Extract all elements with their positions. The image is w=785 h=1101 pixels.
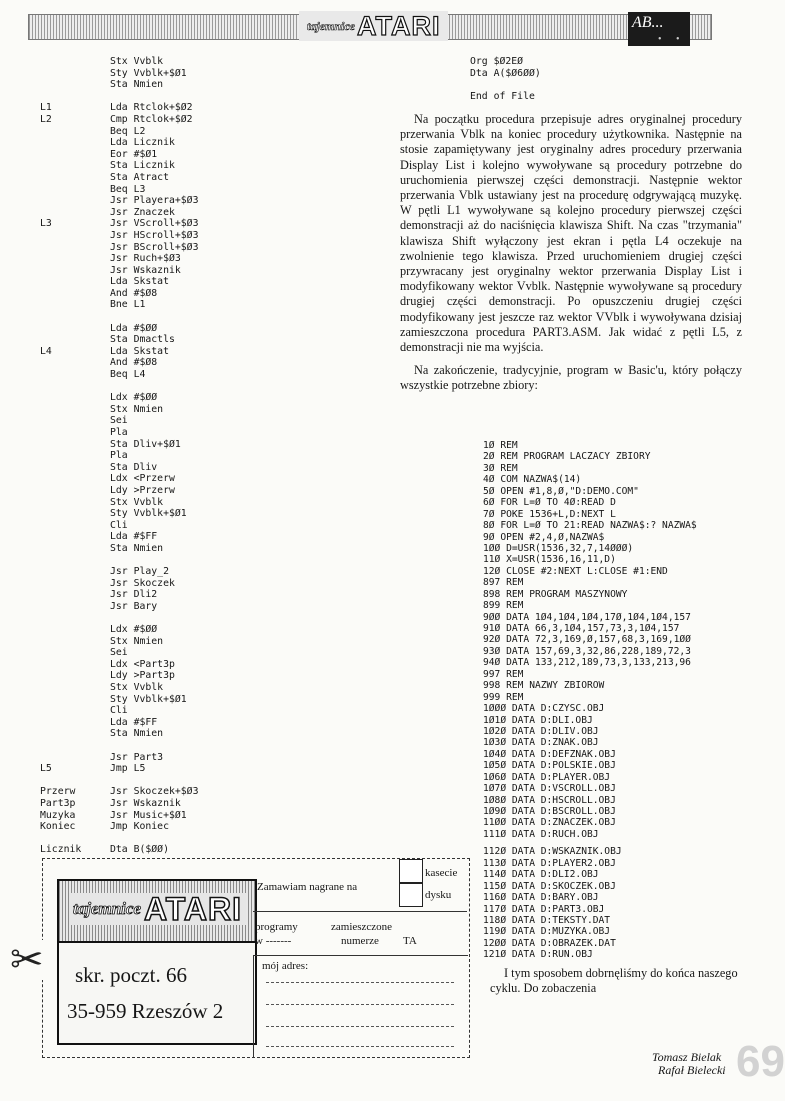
- code-instruction: Stx Nmien: [110, 635, 164, 647]
- coupon-po-box: skr. poczt. 66: [75, 963, 187, 987]
- code-instruction: Beq L4: [110, 369, 146, 381]
- code-line: [40, 357, 198, 369]
- code-line: [40, 520, 198, 532]
- code-instruction: Sei: [110, 647, 128, 659]
- listing-gap: [40, 555, 198, 567]
- code-line: [40, 786, 198, 798]
- code-label: [40, 427, 110, 439]
- page-number: 69: [736, 1037, 785, 1086]
- magazine-logo: [299, 11, 448, 41]
- basic-line: 2Ø REM PROGRAM LACZACY ZBIORY: [483, 451, 651, 463]
- code-line: Org $Ø2EØ: [470, 56, 524, 67]
- code-line: [40, 682, 198, 694]
- code-label: [40, 682, 110, 694]
- code-label: L1: [40, 102, 52, 114]
- code-label: [40, 91, 110, 103]
- basic-line: 94Ø DATA 133,212,189,73,3,133,213,96: [483, 657, 691, 669]
- basic-line: 4Ø COM NAZWA$(14): [483, 474, 582, 486]
- basic-line: 1Ø4Ø DATA D:DEFZNAK.OBJ: [483, 748, 616, 760]
- code-line: [40, 462, 198, 474]
- code-label: [40, 68, 110, 80]
- basic-line: 113Ø DATA D:PLAYER2.OBJ: [483, 857, 616, 869]
- code-line: [40, 752, 198, 764]
- listing-gap: [40, 833, 198, 845]
- code-line: [40, 242, 198, 254]
- code-instruction: Jsr HScroll+$Ø3: [110, 229, 199, 241]
- basic-line: 1Ø REM: [483, 440, 518, 451]
- code-line: [40, 497, 198, 509]
- assembly-listing-left: [40, 56, 198, 856]
- basic-line: 1Ø8Ø DATA D:HSCROLL.OBJ: [483, 794, 616, 806]
- code-line: [40, 184, 198, 196]
- code-label: [40, 601, 110, 613]
- code-label: [40, 334, 110, 346]
- basic-line: 5Ø OPEN #1,8,Ø,"D:DEMO.COM": [483, 485, 639, 497]
- listing-gap: [40, 775, 198, 787]
- code-label: [40, 728, 110, 740]
- code-instruction: Jsr Skoczek+$Ø3: [110, 786, 199, 798]
- section-badge-text: AB...: [632, 14, 664, 31]
- code-label: [40, 450, 110, 462]
- code-label: [40, 288, 110, 300]
- basic-line: 12Ø CLOSE #2:NEXT L:CLOSE #1:END: [483, 565, 668, 577]
- code-instruction: Jsr VScroll+$Ø3: [110, 218, 199, 230]
- code-instruction: Lda #$ØØ: [110, 322, 158, 334]
- code-label: [40, 253, 110, 265]
- code-line: [40, 659, 198, 671]
- code-line: [40, 636, 198, 648]
- code-label: [40, 160, 110, 172]
- code-line: [40, 68, 198, 80]
- basic-line: 11Ø X=USR(1536,16,11,D): [483, 554, 616, 566]
- basic-line: 998 REM NAZWY ZBIOROW: [483, 680, 605, 692]
- code-label: [40, 589, 110, 601]
- code-label: [40, 207, 110, 219]
- code-instruction: Stx Vvblk: [110, 682, 164, 694]
- published-label: zamieszczone: [331, 921, 393, 933]
- code-instruction: Eor #$Ø1: [110, 148, 158, 160]
- code-line: [40, 427, 198, 439]
- basic-line: 1ØØØ DATA D:CZYSC.OBJ: [483, 703, 605, 715]
- code-instruction: And #$Ø8: [110, 357, 158, 369]
- author-1: Tomasz Bielak: [652, 1050, 722, 1064]
- code-line: [40, 346, 198, 358]
- basic-line: 899 REM: [483, 600, 524, 612]
- code-line: [40, 299, 198, 311]
- disk-checkbox[interactable]: [399, 883, 423, 907]
- address-line-3: [266, 1026, 454, 1027]
- code-line: [40, 207, 198, 219]
- basic-line: 897 REM: [483, 577, 524, 589]
- code-line: [40, 543, 198, 555]
- code-instruction: Lda Skstat: [110, 276, 169, 288]
- code-line: [40, 601, 198, 613]
- basic-line: 9Ø OPEN #2,4,Ø,NAZWA$: [483, 531, 605, 543]
- code-line: [40, 404, 198, 416]
- code-instruction: Ldx <Part3p: [110, 658, 175, 670]
- code-label: [40, 79, 110, 91]
- code-label: [40, 357, 110, 369]
- code-line: [40, 102, 198, 114]
- basic-line: 93Ø DATA 157,69,3,32,86,228,189,72,3: [483, 645, 691, 657]
- code-label: [40, 265, 110, 277]
- code-line: [40, 694, 198, 706]
- order-coupon: [42, 858, 470, 1058]
- basic-line: 1Ø5Ø DATA D:POLSKIE.OBJ: [483, 760, 616, 772]
- basic-line: 121Ø DATA D:RUN.OBJ: [483, 949, 593, 961]
- code-line: [40, 624, 198, 636]
- code-label: [40, 670, 110, 682]
- basic-line: 1ØØ D=USR(1536,32,7,14ØØØ): [483, 542, 634, 554]
- code-instruction: Stx Nmien: [110, 403, 164, 415]
- code-line: [40, 589, 198, 601]
- code-line: [40, 288, 198, 300]
- coupon-order-text: Zamawiam nagrane na: [257, 881, 358, 893]
- code-instruction: Sty Vvblk+$Ø1: [110, 508, 187, 520]
- code-label: [40, 415, 110, 427]
- basic-line: 1Ø6Ø DATA D:PLAYER.OBJ: [483, 771, 611, 783]
- code-label: [40, 392, 110, 404]
- section-badge: [628, 12, 690, 46]
- code-instruction: Jsr Skoczek: [110, 577, 175, 589]
- basic-line: 999 REM: [483, 691, 524, 703]
- coupon-postal-city: 35-959 Rzeszów 2: [67, 999, 224, 1023]
- code-instruction: Pla: [110, 450, 128, 462]
- code-label: [40, 230, 110, 242]
- code-label: [40, 694, 110, 706]
- basic-line: 116Ø DATA D:BARY.OBJ: [483, 892, 599, 904]
- code-label: Przerw: [40, 786, 76, 798]
- code-instruction: Jsr Play_2: [110, 566, 169, 578]
- code-instruction: Sta Licznik: [110, 160, 175, 172]
- code-instruction: Sta Nmien: [110, 542, 164, 554]
- logo-small-text: tajemnice: [307, 18, 355, 33]
- code-label: [40, 137, 110, 149]
- code-instruction: Sta Atract: [110, 171, 169, 183]
- basic-line: 118Ø DATA D:TEKSTY.DAT: [483, 914, 611, 926]
- code-label: [40, 242, 110, 254]
- code-instruction: Jsr Music+$Ø1: [110, 809, 187, 821]
- code-line: [40, 369, 198, 381]
- code-label: [40, 636, 110, 648]
- code-label: [40, 172, 110, 184]
- code-instruction: Jsr BScroll+$Ø3: [110, 241, 199, 253]
- code-instruction: Jsr Part3: [110, 751, 164, 763]
- code-line: [40, 566, 198, 578]
- code-label: [40, 149, 110, 161]
- code-instruction: Sta Nmien: [110, 79, 164, 91]
- code-line: [40, 323, 198, 335]
- code-label: [40, 323, 110, 335]
- code-label: [40, 705, 110, 717]
- page-header-bar: [28, 10, 712, 41]
- address-line-4: [266, 1046, 454, 1047]
- code-line: [40, 844, 198, 856]
- code-line: [40, 160, 198, 172]
- code-line: [40, 218, 198, 230]
- code-label: L4: [40, 345, 52, 357]
- coupon-divider: [253, 911, 467, 912]
- code-line: [40, 578, 198, 590]
- code-line: [40, 230, 198, 242]
- code-instruction: Cli: [110, 519, 128, 531]
- code-label: [40, 624, 110, 636]
- assembly-listing-right: [470, 56, 541, 102]
- code-label: [40, 126, 110, 138]
- code-instruction: Jsr Ruch+$Ø3: [110, 253, 181, 265]
- code-label: L2: [40, 113, 52, 125]
- listing-gap: [40, 381, 198, 393]
- basic-line: 1Ø2Ø DATA D:DLIV.OBJ: [483, 725, 599, 737]
- code-instruction: Lda Rtclok+$Ø2: [110, 102, 193, 114]
- code-line: [40, 798, 198, 810]
- code-line: [40, 485, 198, 497]
- code-label: [40, 578, 110, 590]
- code-line: [40, 195, 198, 207]
- basic-line: 111Ø DATA D:RUCH.OBJ: [483, 828, 599, 840]
- basic-line: 1Ø3Ø DATA D:ZNAK.OBJ: [483, 737, 599, 749]
- code-line: [40, 79, 198, 91]
- code-label: [40, 184, 110, 196]
- basic-line: 9ØØ DATA 1Ø4,1Ø4,1Ø4,17Ø,1Ø4,1Ø4,157: [483, 611, 691, 623]
- code-line: [40, 647, 198, 659]
- code-label: [40, 543, 110, 555]
- coupon-logo: [69, 893, 246, 925]
- code-instruction: Lda #$FF: [110, 531, 158, 543]
- code-instruction: Pla: [110, 427, 128, 438]
- basic-line: 12ØØ DATA D:OBRAZEK.DAT: [483, 937, 616, 949]
- code-label: Muzyka: [40, 809, 76, 821]
- basic-line: 1Ø9Ø DATA D:BSCROLL.OBJ: [483, 806, 616, 817]
- coupon-logo-big: ATARI: [143, 891, 242, 927]
- basic-line: 114Ø DATA D:DLI2.OBJ: [483, 869, 599, 881]
- code-line: [40, 56, 198, 68]
- basic-line: 1Ø7Ø DATA D:VSCROLL.OBJ: [483, 783, 616, 795]
- code-line: End of File: [470, 90, 535, 102]
- code-line: [40, 276, 198, 288]
- code-label: [40, 473, 110, 485]
- basic-line: 1Ø1Ø DATA D:DLI.OBJ: [483, 714, 593, 726]
- code-instruction: Sty Vvblk+$Ø1: [110, 67, 187, 79]
- programs-label: programy: [255, 921, 298, 933]
- code-instruction: Jmp L5: [110, 763, 146, 775]
- code-instruction: Cmp Rtclok+$Ø2: [110, 113, 193, 125]
- coupon-logo-small: tajemnice: [73, 899, 141, 918]
- code-instruction: Ldx <Przerw: [110, 473, 175, 485]
- code-line: [40, 91, 198, 103]
- code-instruction: Jsr Znaczek: [110, 206, 175, 218]
- code-label: [40, 56, 110, 68]
- address-line-2: [266, 1004, 454, 1005]
- issue-number-label: numerze: [341, 935, 379, 947]
- code-label: [40, 195, 110, 207]
- basic-line: 91Ø DATA 66,3,1Ø4,157,73,3,1Ø4,157: [483, 623, 680, 634]
- code-instruction: Bne L1: [110, 299, 146, 311]
- code-line: [40, 821, 198, 833]
- basic-line: 8Ø FOR L=Ø TO 21:READ NAZWA$:? NAZWA$: [483, 520, 697, 532]
- author-2: Rafał Bielecki: [658, 1063, 726, 1077]
- listing-gap: [40, 311, 198, 323]
- code-instruction: Ldy >Przerw: [110, 484, 175, 496]
- code-instruction: Sty Vvblk+$Ø1: [110, 693, 187, 705]
- code-line: [40, 531, 198, 543]
- code-instruction: Jmp Koniec: [110, 821, 169, 833]
- basic-line: 7Ø POKE 1536+L,D:NEXT L: [483, 508, 616, 520]
- code-instruction: Jsr Playera+$Ø3: [110, 195, 199, 207]
- code-instruction: Stx Vvblk: [110, 56, 164, 67]
- listing-gap: [40, 613, 198, 625]
- code-label: [40, 404, 110, 416]
- code-instruction: Stx Vvblk: [110, 496, 164, 508]
- issue-in-label: w -------: [255, 935, 292, 947]
- code-line: Dta A($Ø6ØØ): [470, 67, 541, 79]
- code-label: [40, 485, 110, 497]
- section-badge-dots: • •: [658, 34, 686, 45]
- code-line: [40, 450, 198, 462]
- code-line: [40, 334, 198, 346]
- code-instruction: And #$Ø8: [110, 287, 158, 299]
- code-line: [40, 392, 198, 404]
- code-instruction: Sei: [110, 415, 128, 427]
- code-instruction: Dta B($ØØ): [110, 844, 169, 856]
- my-address-field[interactable]: [253, 955, 468, 1058]
- code-instruction: Jsr Wskaznik: [110, 264, 181, 276]
- code-label: [40, 520, 110, 532]
- basic-line: 119Ø DATA D:MUZYKA.OBJ: [483, 926, 611, 938]
- code-instruction: Sta Dmactls: [110, 334, 175, 346]
- coupon-logo-box: [59, 881, 255, 943]
- basic-line: 898 REM PROGRAM MASZYNOWY: [483, 588, 628, 600]
- code-instruction: Beq L2: [110, 125, 146, 137]
- code-label: [40, 497, 110, 509]
- disk-label: dysku: [425, 889, 452, 901]
- code-label: L3: [40, 218, 52, 230]
- scissors-icon: ✂: [10, 937, 44, 982]
- code-line: [40, 705, 198, 717]
- article-body: [400, 112, 742, 394]
- code-line: [40, 265, 198, 277]
- address-line-1: [266, 982, 454, 983]
- code-instruction: Lda Licznik: [110, 137, 175, 149]
- code-line: [40, 508, 198, 520]
- code-line: [40, 415, 198, 427]
- code-label: [40, 369, 110, 381]
- basic-line: 11ØØ DATA D:ZNACZEK.OBJ: [483, 817, 616, 829]
- closing-paragraph: I tym sposobem dobrnęliśmy do końca naszego cyklu. Do zobaczenia: [490, 966, 738, 996]
- code-instruction: Cli: [110, 705, 128, 717]
- code-instruction: Jsr Bary: [110, 600, 158, 612]
- code-instruction: Ldx #$ØØ: [110, 624, 158, 636]
- code-label: [40, 276, 110, 288]
- listing-gap: [40, 740, 198, 752]
- code-instruction: Ldx #$ØØ: [110, 392, 158, 404]
- cassette-checkbox[interactable]: [399, 859, 423, 883]
- code-line: [40, 126, 198, 138]
- code-instruction: Jsr Wskaznik: [110, 798, 181, 809]
- basic-line: 3Ø REM: [483, 462, 518, 474]
- code-label: [40, 462, 110, 474]
- code-instruction: Sta Dliv: [110, 461, 158, 473]
- code-instruction: Beq L3: [110, 183, 146, 195]
- code-line: [470, 79, 541, 91]
- code-instruction: Lda Skstat: [110, 345, 169, 357]
- article-paragraph-1: Na początku procedura przepisuje adres oryginalnej procedury przerwania Vblk na koniec procedury użytkownika. Następnie na stosie zapamiętywany jest oryginalny adres procedury przerwania Display List i kolejno wywoływane są procedury potrzebne do uruchomienia pierwszej części demonstracji. Następnie wektor przerwania Vblk ustawiany jest na procedurę odgrywającą muzykę. W pętli L1 wywoływane są kolejno procedury pierwszej części demonstracji aż do naciśnięcia klawisza Shift. Na czas "trzymania" klawisza Shift wyłączony jest ekran i pętla L4 oczekuje na zwolnienie tego klawisza. Przed uruchomieniem drugiej części przywracany jest oryginalny wektor przerwania Display List i modyfikowany wektor Vvblk. Następnie wywoływane są procedury drugiej części demonstracji. Po opuszczeniu drugiej części modyfikowany jest jeszcze raz wektor VVblk i wywoływana dzisiaj zamieszczona procedura PART3.ASM. Jak widać z pętli L5, z demonstracji nie ma wyjścia.: [400, 112, 742, 355]
- code-label: [40, 299, 110, 311]
- code-line: [40, 137, 198, 149]
- code-label: Koniec: [40, 821, 76, 833]
- code-line: [40, 473, 198, 485]
- code-instruction: Jsr Dli2: [110, 589, 158, 601]
- code-label: L5: [40, 763, 52, 775]
- code-line: [40, 810, 198, 822]
- code-instruction: Ldy >Part3p: [110, 670, 175, 682]
- code-line: [40, 114, 198, 126]
- code-instruction: Sta Nmien: [110, 728, 164, 740]
- code-label: Licznik: [40, 844, 82, 856]
- code-line: [40, 670, 198, 682]
- code-label: [40, 717, 110, 729]
- code-line: [40, 717, 198, 729]
- code-label: [40, 566, 110, 578]
- code-line: [40, 172, 198, 184]
- code-line: [40, 253, 198, 265]
- code-label: [40, 439, 110, 451]
- coupon-address-panel: [57, 879, 257, 1045]
- code-label: [40, 531, 110, 543]
- basic-line: 115Ø DATA D:SKOCZEK.OBJ: [483, 880, 616, 892]
- code-line: [40, 149, 198, 161]
- code-line: [40, 728, 198, 740]
- ta-label: TA: [403, 935, 417, 947]
- basic-line: 997 REM: [483, 668, 524, 680]
- basic-line: 117Ø DATA D:PART3.OBJ: [483, 903, 605, 915]
- logo-big-text: ATARI: [357, 10, 441, 41]
- code-label: [40, 659, 110, 671]
- basic-line: 112Ø DATA D:WSKAZNIK.OBJ: [483, 846, 622, 858]
- code-instruction: Sta Dliv+$Ø1: [110, 438, 181, 450]
- article-paragraph-2: Na zakończenie, tradycyjnie, program w Basic'u, który połączy wszystkie potrzebne zbiory:: [400, 363, 742, 393]
- code-line: [40, 763, 198, 775]
- my-address-label: mój adres:: [262, 960, 309, 972]
- basic-line: 92Ø DATA 72,3,169,Ø,157,68,3,169,1ØØ: [483, 634, 691, 646]
- basic-line: 6Ø FOR L=Ø TO 4Ø:READ D: [483, 497, 616, 509]
- basic-listing: [483, 440, 697, 961]
- code-line: [40, 439, 198, 451]
- cassette-label: kasecie: [425, 867, 458, 879]
- code-label: [40, 752, 110, 764]
- code-label: Part3p: [40, 798, 76, 809]
- code-instruction: Lda #$FF: [110, 716, 158, 728]
- code-label: [40, 508, 110, 520]
- code-label: [40, 647, 110, 659]
